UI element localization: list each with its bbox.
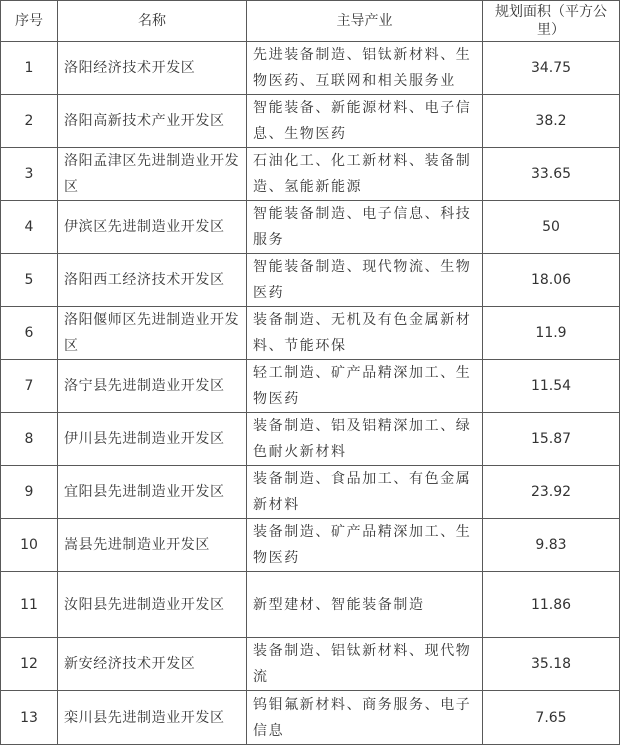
row-name: 伊川县先进制造业开发区 <box>58 413 247 466</box>
row-no: 4 <box>1 201 58 254</box>
table-row <box>1 519 620 572</box>
row-name: 汝阳县先进制造业开发区 <box>58 572 247 638</box>
row-no: 13 <box>1 691 58 745</box>
row-industry: 新型建材、智能装备制造 <box>247 572 483 638</box>
row-industry: 先进装备制造、铝钛新材料、生物医药、互联网和相关服务业 <box>247 42 483 95</box>
row-area: 34.75 <box>483 42 620 95</box>
row-name: 栾川县先进制造业开发区 <box>58 691 247 745</box>
row-area: 11.9 <box>483 307 620 360</box>
row-no: 10 <box>1 519 58 572</box>
row-no: 6 <box>1 307 58 360</box>
row-area: 35.18 <box>483 638 620 691</box>
row-name: 洛阳孟津区先进制造业开发区 <box>58 148 247 201</box>
row-industry: 轻工制造、矿产品精深加工、生物医药 <box>247 360 483 413</box>
row-area: 50 <box>483 201 620 254</box>
table-row <box>1 307 620 360</box>
row-name: 洛阳西工经济技术开发区 <box>58 254 247 307</box>
row-industry: 智能装备制造、电子信息、科技服务 <box>247 201 483 254</box>
row-area: 15.87 <box>483 413 620 466</box>
row-no: 1 <box>1 42 58 95</box>
header-name: 名称 <box>58 1 247 42</box>
row-area: 11.86 <box>483 572 620 638</box>
row-name: 洛宁县先进制造业开发区 <box>58 360 247 413</box>
header-industry: 主导产业 <box>247 1 483 42</box>
row-industry: 装备制造、铝及铝精深加工、绿色耐火新材料 <box>247 413 483 466</box>
table-row <box>1 95 620 148</box>
row-name: 新安经济技术开发区 <box>58 638 247 691</box>
table-row <box>1 254 620 307</box>
row-name: 伊滨区先进制造业开发区 <box>58 201 247 254</box>
table-row <box>1 201 620 254</box>
row-area: 38.2 <box>483 95 620 148</box>
row-industry: 智能装备、新能源材料、电子信息、生物医药 <box>247 95 483 148</box>
row-name: 洛阳经济技术开发区 <box>58 42 247 95</box>
row-no: 8 <box>1 413 58 466</box>
row-no: 2 <box>1 95 58 148</box>
row-area: 11.54 <box>483 360 620 413</box>
row-area: 18.06 <box>483 254 620 307</box>
row-industry: 装备制造、无机及有色金属新材料、节能环保 <box>247 307 483 360</box>
header-area: 规划面积（平方公里） <box>483 1 620 42</box>
row-area: 23.92 <box>483 466 620 519</box>
row-area: 9.83 <box>483 519 620 572</box>
table-row <box>1 148 620 201</box>
table-row <box>1 691 620 745</box>
table-row <box>1 413 620 466</box>
row-area: 33.65 <box>483 148 620 201</box>
row-name: 洛阳偃师区先进制造业开发区 <box>58 307 247 360</box>
table-row <box>1 572 620 638</box>
row-industry: 钨钼氟新材料、商务服务、电子信息 <box>247 691 483 745</box>
table-row <box>1 466 620 519</box>
row-no: 11 <box>1 572 58 638</box>
table-body <box>1 42 620 745</box>
table-row <box>1 42 620 95</box>
row-no: 3 <box>1 148 58 201</box>
header-row <box>1 1 620 42</box>
header-no: 序号 <box>1 1 58 42</box>
row-industry: 智能装备制造、现代物流、生物医药 <box>247 254 483 307</box>
row-name: 洛阳高新技术产业开发区 <box>58 95 247 148</box>
row-area: 7.65 <box>483 691 620 745</box>
row-no: 7 <box>1 360 58 413</box>
row-industry: 装备制造、矿产品精深加工、生物医药 <box>247 519 483 572</box>
row-industry: 装备制造、食品加工、有色金属新材料 <box>247 466 483 519</box>
row-no: 9 <box>1 466 58 519</box>
table-row <box>1 360 620 413</box>
table-row <box>1 638 620 691</box>
row-industry: 石油化工、化工新材料、装备制造、氢能新能源 <box>247 148 483 201</box>
row-name: 嵩县先进制造业开发区 <box>58 519 247 572</box>
row-industry: 装备制造、铝钛新材料、现代物流 <box>247 638 483 691</box>
row-no: 12 <box>1 638 58 691</box>
table-header <box>1 1 620 42</box>
row-name: 宜阳县先进制造业开发区 <box>58 466 247 519</box>
row-no: 5 <box>1 254 58 307</box>
